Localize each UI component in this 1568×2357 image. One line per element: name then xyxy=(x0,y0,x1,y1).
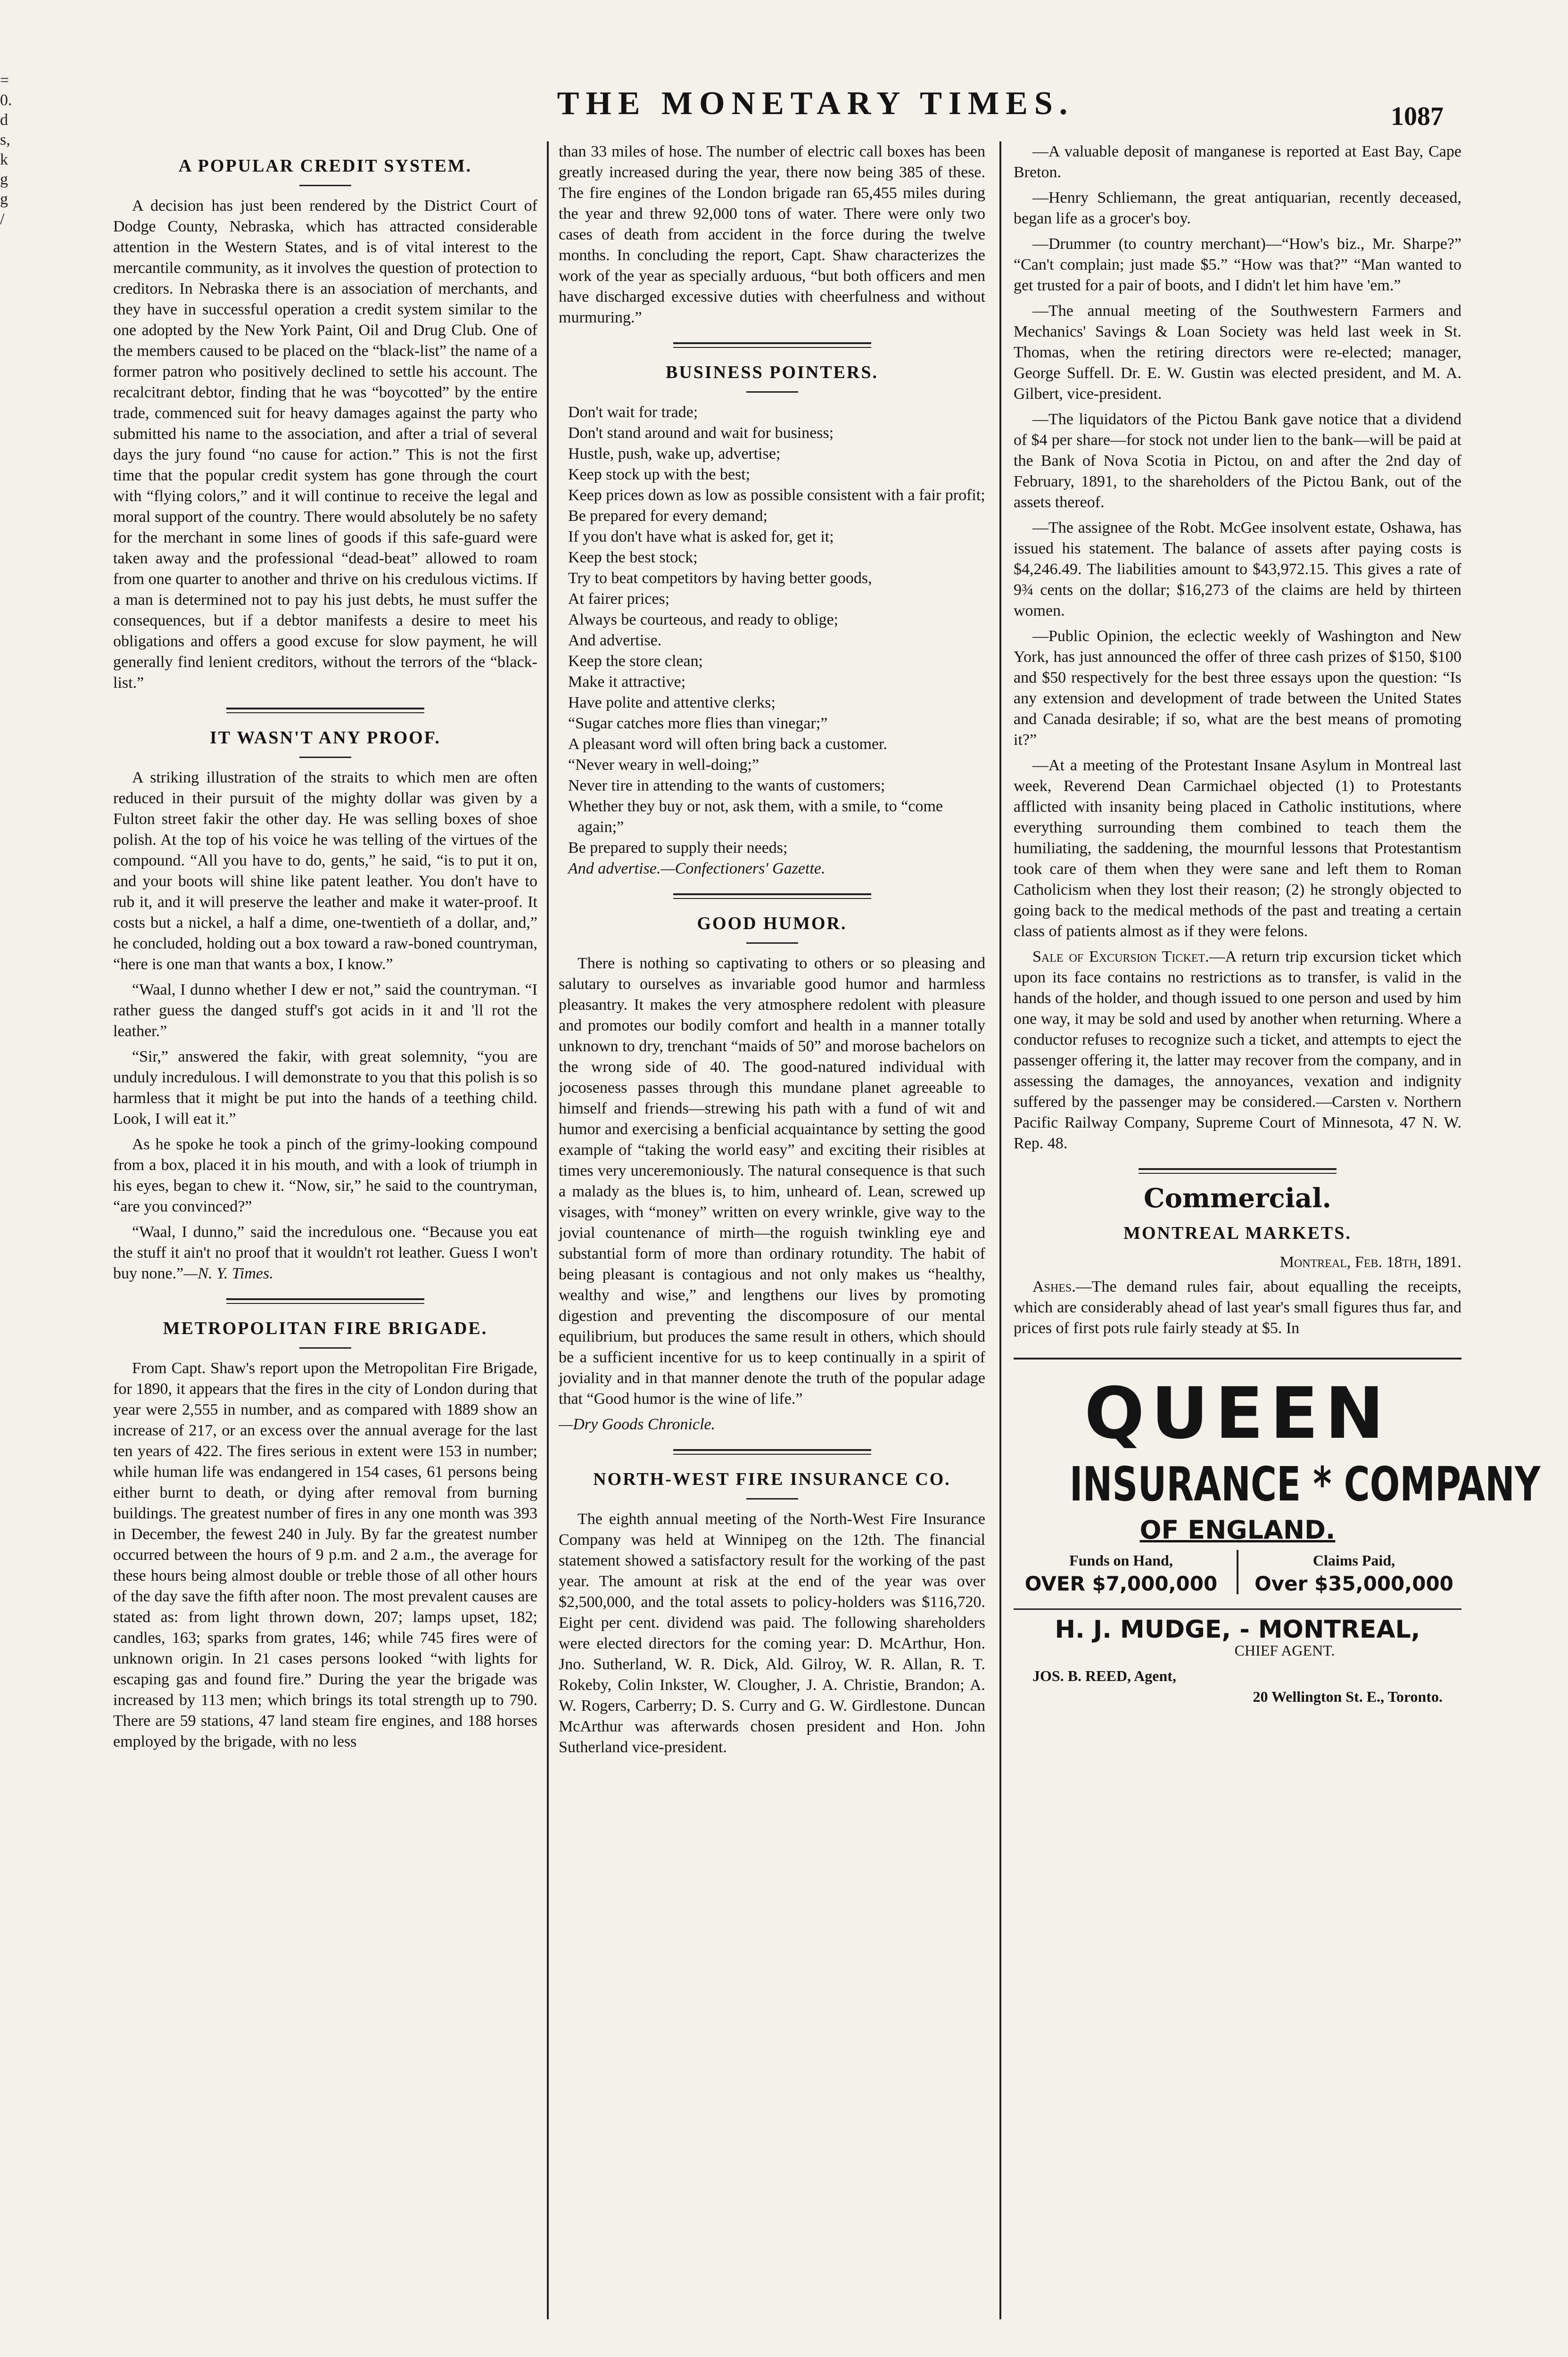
ad-agent-name: JOS. B. REED, Agent, xyxy=(1032,1667,1176,1684)
edge-mark: g xyxy=(0,190,8,208)
list-item: If you don't have what is asked for, get it; xyxy=(568,528,834,545)
edge-mark: g xyxy=(0,171,8,188)
list-item: Be prepared to supply their needs; xyxy=(568,839,788,857)
news-item-text: —A return trip excursion ticket which upon its face contains no restrictions as to transfer, is valid in the hands of the holder, and though issued to one person and used by him one way, it may be sold and used by another when returning. Where a conductor refuses to recognize such a ticket, and attempts to eject the passenger offering it, the latter may recover from the company, and in assessing the damages, the annoyances, vexation and indignity suffered by the passenger may be considered.—Carsten v. Northern Pacific Railway Company, Supreme Court of Minnesota, 47 N. W. Rep. 48. xyxy=(1014,948,1461,1152)
article-source: —Dry Goods Chronicle. xyxy=(559,1416,716,1433)
list-item: Have polite and attentive clerks; xyxy=(568,694,776,711)
list-item: Keep the best stock; xyxy=(568,549,698,566)
market-report xyxy=(1014,1277,1461,1339)
ad-headline-queen: QUEEN xyxy=(1084,1373,1391,1455)
ad-headline-insurance-company: INSURANCE * COMPANY xyxy=(1069,1457,1541,1512)
adjacent-page-edge-marks xyxy=(0,71,33,684)
list-item: And advertise. xyxy=(568,632,662,649)
article-paragraph-text: “Waal, I dunno,” said the incredulous one. “Because you eat the stuff it ain't no proof that it wouldn't rot leather. Guess I won't buy none.” xyxy=(113,1223,537,1282)
news-item-lead: Sale of Excursion Ticket. xyxy=(1032,948,1209,965)
news-item: —Public Opinion, the eclectic weekly of Washington and New York, has just announced the offer of three cash prizes of $150, $100 and $50 respectively for the best three essays upon the question: “Is any extension and development of trade between the United States and Canada desirable; if so, what are the best means of promoting it?” xyxy=(1014,627,1461,749)
column-rule xyxy=(547,141,549,2319)
ad-funds-label: Funds on Hand, xyxy=(1069,1552,1173,1569)
news-item: —The assignee of the Robt. McGee insolvent estate, Oshawa, has issued his statement. The balance of assets after paying costs is $4,246.49. The liabilities amount to $43,972.15. This gives a rate of 9¾ cents on the dollar; $16,273 of the claims are held by thirteen women. xyxy=(1014,519,1461,619)
news-item: —Henry Schliemann, the great antiquarian, recently deceased, began life as a grocer's boy. xyxy=(1014,189,1461,227)
section-separator xyxy=(673,342,871,348)
edge-mark: = xyxy=(0,72,9,89)
list-item: “Never weary in well-doing;” xyxy=(568,756,759,774)
ad-funds-value: OVER $7,000,000 xyxy=(1024,1572,1218,1595)
edge-mark: / xyxy=(0,210,5,228)
news-item: —At a meeting of the Protestant Insane Asylum in Montreal last week, Reverend Dean Carmichael objected (1) to Protestants afflicted with insanity being placed in Catholic institutions, where everything surrounding them combined to teach them the humiliating, the saddening, the mournful lessons that Protestantism took care of them when they were sane and left them to Roman Catholicism when they lost their reason; (2) he strongly objected to going back to the medical methods of the past and treating a certain class of patients almost as if they were felons. xyxy=(1014,757,1461,940)
ad-divider xyxy=(1237,1550,1238,1594)
market-report-lead: Ashes. xyxy=(1032,1278,1076,1295)
column-2 xyxy=(559,141,985,2319)
article-body-north-west-fire: The eighth annual meeting of the North-West Fire Insurance Company was held at Winnipeg on the 12th. The financial statement showed a satisfactory result for the working of the past year. The amount at risk at the end of the year was over $2,500,000, and the total assets to policy-holders was $116,720. Eight per cent. dividend was paid. The following shareholders were elected directors for the coming year: D. McArthur, Hon. Jno. Sutherland, W. R. Dick, Ald. Gilroy, W. R. Allan, R. T. Rokeby, Colin Inkster, W. Clougher, J. A. Christie, Brandon; A. W. Rogers, Carberry; D. S. Curry and G. W. Girdlestone. Duncan McArthur was afterwards chosen president and Hon. John Sutherland vice-president. xyxy=(559,1510,985,1756)
ad-subtitle-england: OF ENGLAND. xyxy=(1139,1515,1336,1545)
commercial-section-title: Commercial. xyxy=(1144,1183,1331,1214)
list-item: Never tire in attending to the wants of customers; xyxy=(568,777,885,794)
article-title-north-west-fire: NORTH-WEST FIRE INSURANCE CO. xyxy=(593,1469,951,1489)
ad-agent-address: 20 Wellington St. E., Toronto. xyxy=(1253,1688,1443,1705)
ad-claims-block xyxy=(1246,1550,1461,1594)
page-number: 1087 xyxy=(1391,102,1444,131)
short-rule xyxy=(299,1347,351,1349)
article-paragraph: “Waal, I dunno whether I dew er not,” said the countryman. “I rather guess the danged stuff's got acids in it and 'll rot the leather.” xyxy=(113,981,537,1040)
column-1 xyxy=(113,141,537,2319)
short-rule xyxy=(299,757,351,758)
queen-insurance-advertisement xyxy=(1014,1358,1541,1707)
list-item: Make it attractive; xyxy=(568,673,686,691)
section-separator xyxy=(673,1449,871,1455)
short-rule xyxy=(746,1498,798,1500)
news-item: —The liquidators of the Pictou Bank gave notice that a dividend of $4 per share—for stock not under lien to the bank—will be paid at the Bank of Nova Scotia in Pictou, on and after the 2nd day of February, 1891, to the shareholders of the Pictou Bank, out of the assets thereof. xyxy=(1014,411,1461,511)
section-separator xyxy=(1139,1168,1337,1174)
news-item: —The annual meeting of the Southwestern Farmers and Mechanics' Savings & Loan Society was held last week in St. Thomas, when the retiring directors were re-elected; manager, George Suffell. Dr. E. W. Gustin was elected president, and M. A. Gilbert, vice-president. xyxy=(1014,302,1461,403)
article-source: —N. Y. Times. xyxy=(183,1265,273,1282)
list-item: And advertise.—Confectioners' Gazette. xyxy=(568,860,825,877)
article-body-fire-brigade-continued: than 33 miles of hose. The number of electric call boxes has been greatly increased during the year, there now being 385 of these. The fire engines of the London brigade ran 65,455 miles during the year and threw 92,000 tons of water. There were only two cases of death from accident in the force during the twelve months. In concluding the report, Capt. Shaw characterizes the work of the year as specially arduous, “but both officers and men have discharged excessive duties with cheerfulness and without murmuring.” xyxy=(559,143,985,326)
list-item: “Sugar catches more flies than vinegar;” xyxy=(568,715,828,732)
column-3 xyxy=(1014,141,1541,2319)
edge-mark: d xyxy=(0,111,8,129)
edge-mark: k xyxy=(0,151,8,168)
article-title-popular-credit: A POPULAR CREDIT SYSTEM. xyxy=(178,156,472,176)
list-item: At fairer prices; xyxy=(568,590,670,608)
section-separator xyxy=(673,893,871,899)
list-item: Don't stand around and wait for business; xyxy=(568,424,834,442)
article-paragraph: As he spoke he took a pinch of the grimy-looking compound from a box, placed it in his mouth, and with a look of triumph in his eyes, began to chew it. “Now, sir,” he said to the countryman, “are you convinced?” xyxy=(113,1136,537,1215)
short-rule xyxy=(746,391,798,393)
short-rule xyxy=(299,185,351,186)
ad-funds-block xyxy=(1014,1550,1229,1594)
running-head: THE MONETARY TIMES. xyxy=(557,85,1074,122)
article-paragraph xyxy=(113,1222,537,1284)
news-item-excursion-ticket xyxy=(1014,947,1461,1154)
article-body-popular-credit: A decision has just been rendered by the District Court of Dodge County, Nebraska, which has attracted considerable attention in the Western States, and is of vital interest to the mercantile community, as it involves the question of protection to creditors. In Nebraska there is an association of merchants, and they have in successful operation a credit system similar to the one adopted by the New York Paint, Oil and Drug Club. One of the members caused to be placed on the “black-list” the name of a former patron who positively declined to settle his account. The recalcitrant debtor, finding that he was “boycotted” by the entire trade, commenced suit for heavy damages against the party who submitted his name to the association, and after a trial of several days the jury found “no cause for action.” This is not the first time that the popular credit system has gone through the court with “flying colors,” and it will continue to receive the legal and moral support of the country. There would absolutely be no safety for the merchant in some lines of goods if this safe-guard were taken away and the professional “dead-beat” allowed to roam from one quarter to another and thrive on his credulous victims. If a man is determined not to pay his just debts, he must suffer the consequences, but if a debtor manifests a desire to meet his obligations and offers a good excuse for slow payment, he will generally find lenient creditors, without the terrors of the “black-list.” xyxy=(113,197,537,692)
business-pointers-list xyxy=(559,402,985,879)
ad-claims-label: Claims Paid, xyxy=(1312,1552,1395,1569)
ad-chief-agent-title: CHIEF AGENT. xyxy=(1234,1642,1335,1659)
section-separator xyxy=(226,708,424,713)
list-item: Don't wait for trade; xyxy=(568,404,698,421)
ad-claims-value: Over $35,000,000 xyxy=(1254,1572,1453,1595)
article-paragraph: A striking illustration of the straits to which men are often reduced in their pursuit of the mighty dollar was given by a Fulton street fakir the other day. He was selling boxes of shoe polish. At the top of his voice he was telling of the virtues of the compound. “All you have to do, gents,” he said, “is to put it on, and your boots will shine like patent leather. You don't have to rub it, and it will preserve the leather and make it water-proof. It costs but a nickel, a half a dime, one-twentieth of a dollar, and,” he concluded, holding out a box toward a raw-boned countryman, “here is one man that wants a box, I know.” xyxy=(113,769,537,973)
list-item: Whether they buy or not, ask them, with a smile, to “come again;” xyxy=(568,798,943,836)
article-paragraph: “Sir,” answered the fakir, with great solemnity, “you are unduly incredulous. I will demonstrate to you that this polish is so harmless that it might be put into the hands of a teething child. Look, I will eat it.” xyxy=(113,1048,537,1128)
list-item: Try to beat competitors by having better goods, xyxy=(568,569,872,587)
list-item: Keep stock up with the best; xyxy=(568,466,751,483)
list-item: Keep the store clean; xyxy=(568,652,703,670)
edge-mark: s, xyxy=(0,131,10,148)
dateline: Montreal, Feb. 18th, 1891. xyxy=(1279,1253,1461,1271)
article-body-fire-brigade: From Capt. Shaw's report upon the Metropolitan Fire Brigade, for 1890, it appears that the fires in the city of London during that year were 2,555 in number, and as compared with 1889 show an increase of 217, or an excess over the annual average for the last ten years of 422. The fires serious in extent were 153 in number; while human life was endangered in 154 cases, 61 persons being either burnt to death, or dying after removal from burning buildings. The greatest number of fires in any one month was 393 in December, the fewest 240 in July. By far the greatest number occurred between the hours of 9 p.m. and 2 a.m., the average for these hours being almost double or treble those of all other hours of the day save the fifth after noon. The most prevalent causes are stated as: from light thrown down, 207; lamps upset, 182; candles, 163; sparks from grates, 146; while 745 fires were of unknown origin. In 21 cases persons looked “with lights for escaping gas and found fire.” During the year the brigade was increased by 113 men; which brings its total strength up to 790. There are 59 stations, 47 land steam fire engines, and 188 horses employed by the brigade, with no less xyxy=(113,1360,537,1750)
list-item: Keep prices down as low as possible consistent with a fair profit; xyxy=(568,486,985,504)
list-item: Hustle, push, wake up, advertise; xyxy=(568,445,781,462)
ad-figures xyxy=(1014,1550,1461,1594)
market-report-text: —The demand rules fair, about equalling the receipts, which are considerably ahead of last year's small figures thus far, and prices of first pots rule fairly steady at $5. In xyxy=(1014,1278,1461,1337)
section-separator xyxy=(226,1298,424,1304)
article-title-montreal-markets: MONTREAL MARKETS. xyxy=(1123,1223,1352,1243)
column-rule xyxy=(999,141,1001,2319)
article-title-good-humor: GOOD HUMOR. xyxy=(697,914,847,933)
article-body-good-humor: There is nothing so captivating to others or so pleasing and salutary to ourselves as invariable good humor and harmless pleasantry. It makes the very atmosphere redolent with pleasure and promotes our bodily comfort and health in a manner totally unknown to dry, trenchant “maids of 50” and morose bachelors on the wrong side of 40. The good-natured individual with jocoseness passes through this mundane planet agreeable to himself and friends—strewing his path with a fund of wit and humor and exercising a benficial acquaintance by setting the good example of “taking the world easy” and exciting their risibles at times very unceremoniously. The natural consequence is that such a malady as the blues is, to him, unheard of. Lean, screwed up visages, with “money” written on every wrinkle, give way to the jovial countenance of mirth—the roguish twinkling eye and substantial form of more than ordinary rotundity. The habit of being pleasant is contagious and not only makes us “healthy, wealthy and wise,” and lengthens our lives by promoting digestion and preventing the discomposure of our mental equilibrium, but produces the same result in others, which should be a sufficient incentive for us to keep continually in a spirit of joviality and in that manner denote the truth of the popular adage that “Good humor is the wine of life.” xyxy=(559,955,985,1408)
news-item: —Drummer (to country merchant)—“How's biz., Mr. Sharpe?” “Can't complain; just made $5.” “How was that?” “Man wanted to get trusted for a pair of boots, and I didn't let him have 'em.” xyxy=(1014,235,1461,294)
news-item: —A valuable deposit of manganese is reported at East Bay, Cape Breton. xyxy=(1014,143,1461,181)
article-title-business-pointers: BUSINESS POINTERS. xyxy=(665,363,879,382)
ad-chief-agent-name: H. J. MUDGE, - MONTREAL, xyxy=(1014,1608,1461,1640)
list-item: A pleasant word will often bring back a customer. xyxy=(568,735,887,753)
article-title-wasnt-proof: IT WASN'T ANY PROOF. xyxy=(209,728,441,748)
short-rule xyxy=(746,942,798,944)
edge-mark: 0. xyxy=(0,91,12,109)
list-item: Always be courteous, and ready to oblige; xyxy=(568,611,839,628)
list-item: Be prepared for every demand; xyxy=(568,507,767,525)
article-title-fire-brigade: METROPOLITAN FIRE BRIGADE. xyxy=(163,1319,488,1338)
